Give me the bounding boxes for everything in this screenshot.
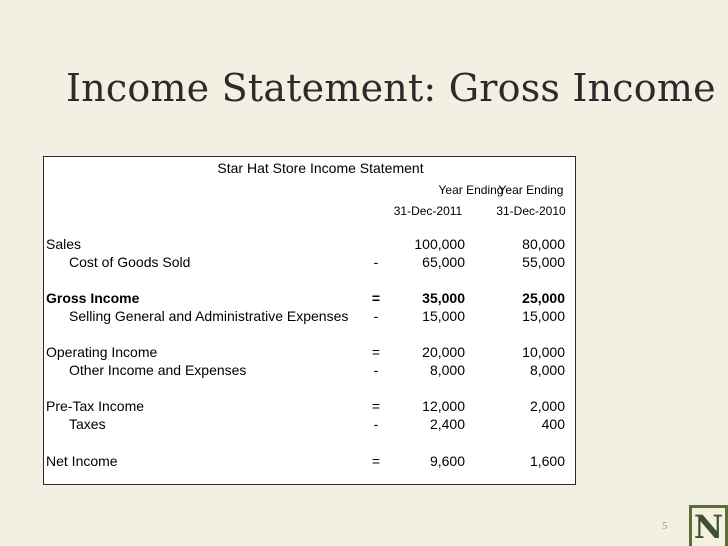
value-2011: 20,000 (422, 344, 465, 360)
value-2010: 80,000 (522, 236, 565, 252)
logo-letter: N (693, 508, 724, 546)
row-label: Net Income (46, 453, 118, 469)
value-2010: 55,000 (522, 254, 565, 270)
income-statement-table (43, 156, 576, 485)
row-operator: = (371, 398, 381, 414)
row-label: Cost of Goods Sold (69, 254, 191, 270)
logo-inner (692, 508, 725, 546)
row-gross-income (44, 289, 577, 307)
col1-header-line2: 31-Dec-2011 (393, 204, 463, 218)
value-2010: 25,000 (522, 290, 565, 306)
value-2010: 10,000 (522, 344, 565, 360)
statement-title: Star Hat Store Income Statement (217, 160, 424, 176)
row-label: Operating Income (46, 344, 158, 360)
row-operator: - (373, 416, 379, 432)
row-label: Other Income and Expenses (69, 362, 247, 378)
value-2011: 12,000 (422, 398, 465, 414)
value-2011: 65,000 (422, 254, 465, 270)
col2-header-line1: Year Ending (498, 183, 564, 197)
col2-header-line2: 31-Dec-2010 (496, 204, 566, 218)
row-label: Pre-Tax Income (46, 398, 145, 414)
row-operator: - (373, 254, 379, 270)
row-operator: - (373, 362, 379, 378)
row-operating-income (44, 343, 577, 361)
col1-header-line1: Year Ending (438, 183, 504, 197)
slide-title: Income Statement: Gross Income (66, 66, 716, 110)
row-pretax-income (44, 397, 577, 415)
row-operator: = (371, 344, 381, 360)
row-other-income (44, 361, 577, 379)
row-label: Sales (46, 236, 82, 252)
value-2011: 15,000 (422, 308, 465, 324)
row-label: Selling General and Administrative Expenses (69, 308, 349, 324)
value-2010: 8,000 (529, 362, 565, 378)
row-label: Gross Income (46, 290, 140, 306)
value-2011: 9,600 (429, 453, 465, 469)
row-taxes (44, 415, 577, 433)
row-sga (44, 307, 577, 325)
row-sales (44, 235, 577, 253)
value-2011: 35,000 (422, 290, 465, 306)
value-2010: 15,000 (522, 308, 565, 324)
value-2011: 8,000 (429, 362, 465, 378)
row-label: Taxes (69, 416, 106, 432)
page-number: 5 (662, 520, 668, 532)
row-net-income (44, 452, 577, 470)
value-2010: 2,000 (529, 398, 565, 414)
row-cogs (44, 253, 577, 271)
value-2011: 2,400 (429, 416, 465, 432)
logo (689, 505, 728, 546)
row-operator: - (373, 308, 379, 324)
value-2011: 100,000 (414, 236, 465, 252)
value-2010: 400 (541, 416, 565, 432)
row-operator: = (371, 453, 381, 469)
row-operator: = (371, 290, 381, 306)
value-2010: 1,600 (529, 453, 565, 469)
